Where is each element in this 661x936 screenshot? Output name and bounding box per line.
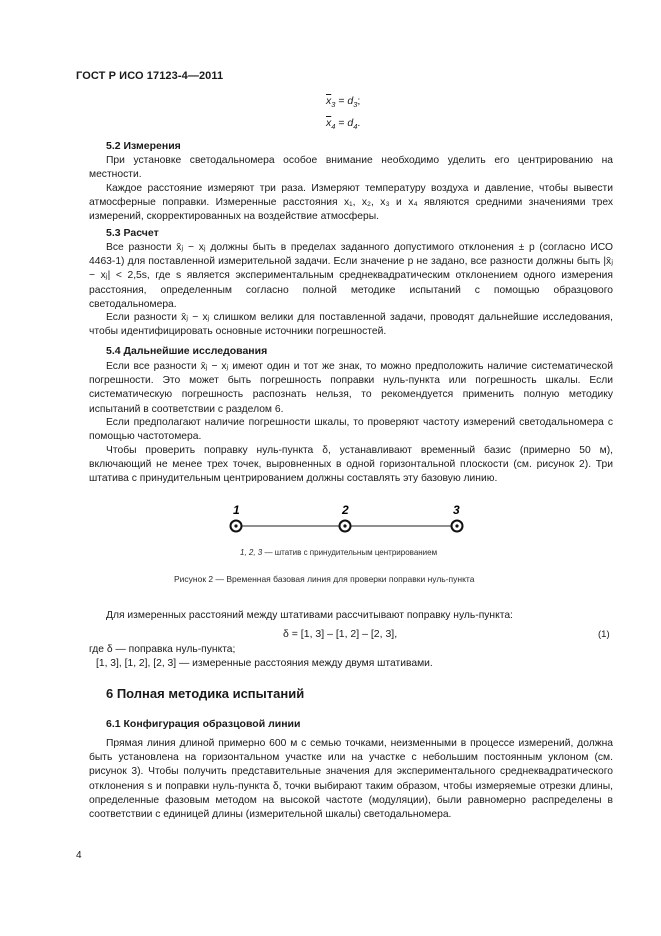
document-header: ГОСТ Р ИСО 17123-4—2011 [76, 70, 224, 82]
figure-2-baseline-diagram [220, 500, 470, 540]
section-6-1-title: 6.1 Конфигурация образцовой линии [106, 718, 301, 730]
section-5-3-paragraph-1: Все разности x̄ⱼ − xⱼ должны быть в пределах заданного допустимого отклонения ± p (согласно ИСО 4463-1) для поставленной измерительной задачи. Если значение p не задано, все разности должны быть |x̄ⱼ − xⱼ| < 2,5s, где s является экспериментальным среднеквадратическим отклонением одного измерения расстояния, определенным согласно полной методике испытаний с помощью образцового светодальномера. [89, 242, 613, 310]
section-6-title: 6 Полная методика испытаний [106, 686, 305, 701]
section-6-1-paragraph-1: Прямая линия длиной примерно 600 м с семью точками, неизменными в процессе измерений, должна быть установлена на горизонтальном участке или на участке с небольшим постоянным уклоном (см. рисунок 3). Чтобы получить представительные значения для экспериментального среднеквадратического отклонения s и поправки нуль-пункта δ, точки выбирают таким образом, чтобы измеряемые отрезки длины, определенные фазовым методом на высокой частоте (модуляции), были равномерно распределены в соответствии с единицей длины (измерительной шкалы) светодальномера. [89, 738, 613, 821]
section-5-3-title: 5.3 Расчет [106, 227, 159, 239]
formula-1-number: (1) [598, 629, 610, 640]
section-5-2-paragraph-1: При установке светодальномера особое внимание необходимо уделить его центрированию на местности. [89, 155, 613, 181]
section-5-2-title: 5.2 Измерения [106, 140, 181, 152]
point-label-1: 1 [233, 503, 240, 517]
equation-x4: $\overline{x}_4 = d_4$. [326, 117, 361, 132]
section-5-3-paragraph-2: Если разности x̄ⱼ − xⱼ слишком велики для поставленной задачи, проводят дальнейшие исследования, чтобы идентифицировать основные источники погрешностей. [89, 312, 613, 338]
equation-x3: $\overline{x}_3 = d_3$; [326, 95, 361, 110]
point-label-3: 3 [453, 503, 460, 517]
page-number: 4 [76, 850, 82, 861]
tripod-point-3 [452, 521, 463, 532]
formula-1: δ = [1, 3] – [1, 2] – [2, 3], [283, 628, 398, 640]
formula-where-2: [1, 3], [1, 2], [2, 3] — измеренные расстояния между двумя штативами. [96, 658, 433, 669]
calc-intro: Для измеренных расстояний между штативами рассчитывают поправку нуль-пункта: [106, 610, 513, 621]
section-5-4-paragraph-2: Если предполагают наличие погрешности шкалы, то проверяют частоту измерений светодальномера с помощью частотомера. [89, 417, 613, 443]
point-label-2: 2 [342, 503, 349, 517]
tripod-point-2 [340, 521, 351, 532]
formula-where-1: где δ — поправка нуль-пункта; [89, 644, 236, 655]
tripod-point-1 [231, 521, 242, 532]
figure-2-caption: Рисунок 2 — Временная базовая линия для проверки поправки нуль-пункта [174, 574, 475, 584]
section-5-4-paragraph-1: Если все разности x̄ⱼ − xⱼ имеют один и тот же знак, то можно предположить наличие систематической погрешности. Это может быть погрешность поправки нуль-пункта или погрешность шкалы. Если систематическую погрешность распознать нельзя, то рекомендуется применить полную методику испытаний в соответствии с разделом 6. [89, 361, 613, 415]
section-5-4-paragraph-3: Чтобы проверить поправку нуль-пункта δ, устанавливают временный базис (примерно 50 м), включающий не менее трех точек, выровненных в одной горизонтальной плоскости (см. рисунок 2). Три штатива с принудительным центрированием должны составлять эту базовую линию. [89, 445, 613, 485]
section-5-2-paragraph-2: Каждое расстояние измеряют три раза. Измеряют температуру воздуха и давление, чтобы вывести атмосферные поправки. Измеренные расстояния x₁, x₂, x₃ и x₄ являются средними значениями трех измерений, скорректированных на воздействие атмосферы. [89, 183, 613, 223]
section-5-4-title: 5.4 Дальнейшие исследования [106, 345, 268, 357]
figure-2-legend: 1, 2, 3 — штатив с принудительным центрированием [240, 548, 438, 557]
